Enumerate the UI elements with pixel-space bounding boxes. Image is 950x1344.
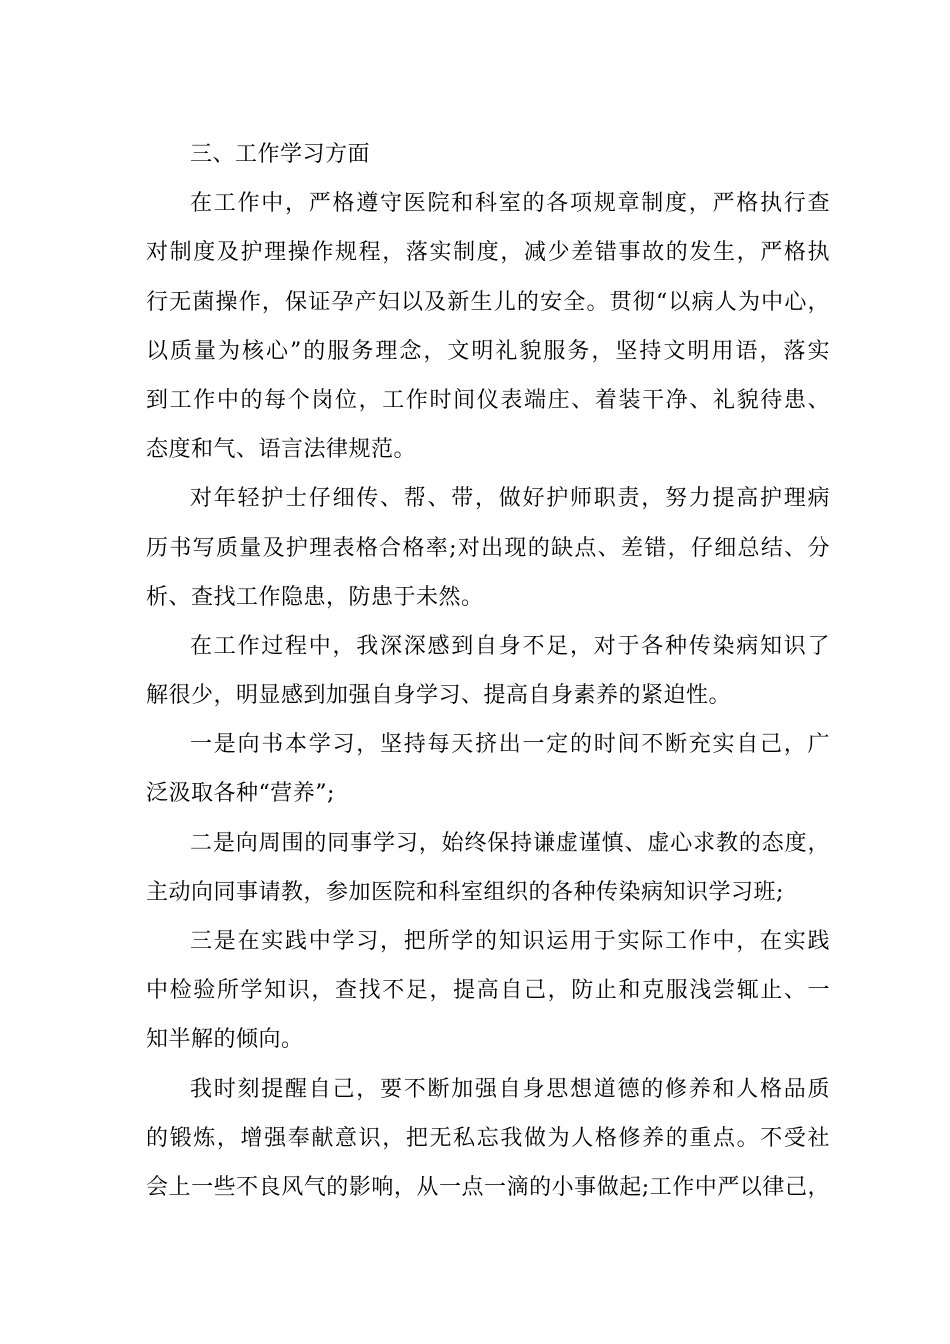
text-line: 态度和气、语言法律规范。 (146, 437, 417, 463)
text-line: 对年轻护士仔细传、帮、带，做好护师职责，努力提高护理病 (190, 486, 830, 512)
text-line: 对制度及护理操作规程，落实制度，减少差错事故的发生，严格执 (146, 240, 830, 266)
text-line: 到工作中的每个岗位，工作时间仪表端庄、着装干净、礼貌待患、 (146, 387, 830, 413)
text-line: 的锻炼，增强奉献意识，把无私忘我做为人格修养的重点。不受社 (146, 1125, 830, 1151)
section-heading: 三、工作学习方面 (190, 142, 371, 167)
text-line: 我时刻提醒自己，要不断加强自身思想道德的修养和人格品质 (190, 1076, 830, 1102)
text-line: 在工作过程中，我深深感到自身不足，对于各种传染病知识了 (190, 633, 830, 659)
text-line: 主动向同事请教，参加医院和科室组织的各种传染病知识学习班; (146, 879, 784, 905)
text-line: 二是向周围的同事学习，始终保持谦虚谨慎、虚心求教的态度， (190, 830, 830, 856)
text-line: 解很少，明显感到加强自身学习、提高自身素养的紧迫性。 (146, 683, 732, 709)
text-line: 析、查找工作隐患，防患于未然。 (146, 584, 484, 610)
text-line: 会上一些不良风气的影响，从一点一滴的小事做起;工作中严以律己， (146, 1174, 830, 1200)
text-line: 一是向书本学习，坚持每天挤出一定的时间不断充实自己，广 (190, 732, 830, 758)
document-body (146, 130, 830, 1212)
text-line: 中检验所学知识，查找不足，提高自己，防止和克服浅尝辄止、一 (146, 978, 830, 1004)
text-line: 历书写质量及护理表格合格率;对出现的缺点、差错，仔细总结、分 (146, 535, 830, 561)
text-line: 知半解的倾向。 (146, 1027, 304, 1053)
text-line: 以质量为核心”的服务理念，文明礼貌服务，坚持文明用语，落实 (146, 338, 830, 364)
text-line: 在工作中，严格遵守医院和科室的各项规章制度，严格执行查 (190, 191, 830, 217)
text-line: 行无菌操作，保证孕产妇以及新生儿的安全。贯彻“以病人为中心， (146, 289, 830, 315)
text-line: 泛汲取各种“营养”; (146, 781, 335, 807)
text-line: 三是在实践中学习，把所学的知识运用于实际工作中，在实践 (190, 929, 830, 954)
